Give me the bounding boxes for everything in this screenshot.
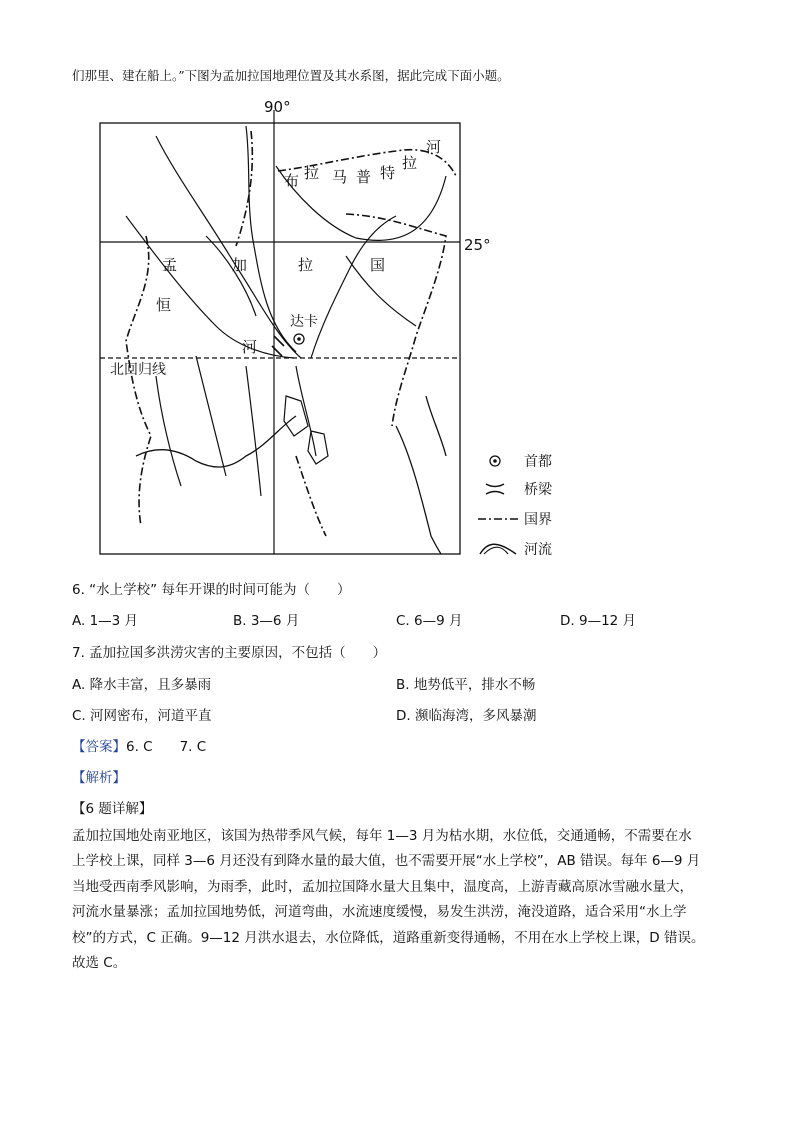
river-label-brahmaputra-1: 拉 bbox=[304, 164, 320, 182]
q6-option-c: C. 6—9 月 bbox=[396, 613, 463, 629]
q6-option-b: B. 3—6 月 bbox=[233, 613, 300, 629]
q7-option-b: B. 地势低平，排水不畅 bbox=[396, 677, 536, 693]
q6-option-d: D. 9—12 月 bbox=[560, 613, 637, 629]
river-label-brahmaputra-0: 布 bbox=[284, 172, 300, 190]
explanation-line: 上学校上课，同样 3—6 月还没有到降水量的最大值，也不需要开展“水上学校”，AB 错误。每年 6—9 月 bbox=[72, 853, 701, 870]
dhaka-label: 达卡 bbox=[290, 314, 318, 330]
tropic-label: 北回归线 bbox=[110, 362, 166, 378]
detail-tag: 【6 题详解】 bbox=[72, 801, 153, 817]
question-7-stem: 7. 孟加拉国多洪涝灾害的主要原因，不包括（ ） bbox=[72, 645, 387, 661]
explanation-line: 校”的方式，C 正确。9—12 月洪水退去，水位降低，道路重新变得通畅，不用在水上学校上课，D 错误。 bbox=[72, 929, 705, 946]
river-label-brahmaputra-6: 河 bbox=[426, 138, 442, 156]
river-label-brahmaputra-3: 普 bbox=[356, 168, 372, 186]
answer-tag: 【答案】 bbox=[72, 739, 126, 755]
explanation-line: 孟加拉国地处南亚地区，该国为热带季风气候，每年 1—3 月为枯水期，水位低，交通通畅，不需要在水 bbox=[72, 828, 692, 844]
latitude-label: 25° bbox=[464, 236, 491, 254]
legend-border-label: 国界 bbox=[524, 512, 552, 528]
river-label-brahmaputra-2: 马 bbox=[332, 168, 348, 186]
country-label-0: 孟 bbox=[162, 256, 178, 274]
river-label-ganges-0: 恒 bbox=[156, 296, 172, 314]
explanation-line: 故选 C。 bbox=[72, 955, 127, 972]
river-label-brahmaputra-4: 特 bbox=[380, 164, 396, 182]
legend-bridge-label: 桥梁 bbox=[524, 482, 552, 498]
longitude-label: 90° bbox=[264, 98, 291, 116]
answer-line bbox=[72, 735, 206, 755]
q7-option-d: D. 濒临海湾，多风暴潮 bbox=[396, 708, 537, 724]
question-6-stem: 6. “水上学校” 每年开课的时间可能为（ ） bbox=[72, 582, 351, 598]
explanation-line: 河流水量暴涨；孟加拉国地势低，河道弯曲，水流速度缓慢，易发生洪涝，淹没道路，适合采用“水上学 bbox=[72, 904, 687, 921]
river-label-ganges-1: 河 bbox=[242, 338, 258, 356]
country-label-1: 加 bbox=[232, 256, 248, 274]
q7-option-c: C. 河网密布，河道平直 bbox=[72, 708, 212, 724]
answer-text: 6. C 7. C bbox=[126, 739, 207, 755]
explanation-paragraph bbox=[72, 824, 722, 976]
country-label-3: 国 bbox=[370, 256, 386, 274]
map-legend bbox=[478, 454, 553, 558]
legend-capital-label: 首都 bbox=[524, 454, 552, 470]
analysis-tag: 【解析】 bbox=[72, 770, 126, 786]
explanation-line: 当地受西南季风影响，为雨季，此时，孟加拉国降水量大且集中，温度高，上游青藏高原冰雪融水量大， bbox=[72, 878, 693, 895]
country-label-2: 拉 bbox=[298, 256, 314, 274]
q6-option-a: A. 1—3 月 bbox=[72, 613, 139, 629]
river-label-brahmaputra-5: 拉 bbox=[402, 154, 418, 172]
legend-river-label: 河流 bbox=[524, 542, 552, 558]
bangladesh-map bbox=[96, 96, 552, 564]
q7-option-a: A. 降水丰富，且多暴雨 bbox=[72, 677, 212, 693]
intro-text: 们那里、建在船上。”下图为孟加拉国地理位置及其水系图，据此完成下面小题。 bbox=[72, 68, 510, 83]
